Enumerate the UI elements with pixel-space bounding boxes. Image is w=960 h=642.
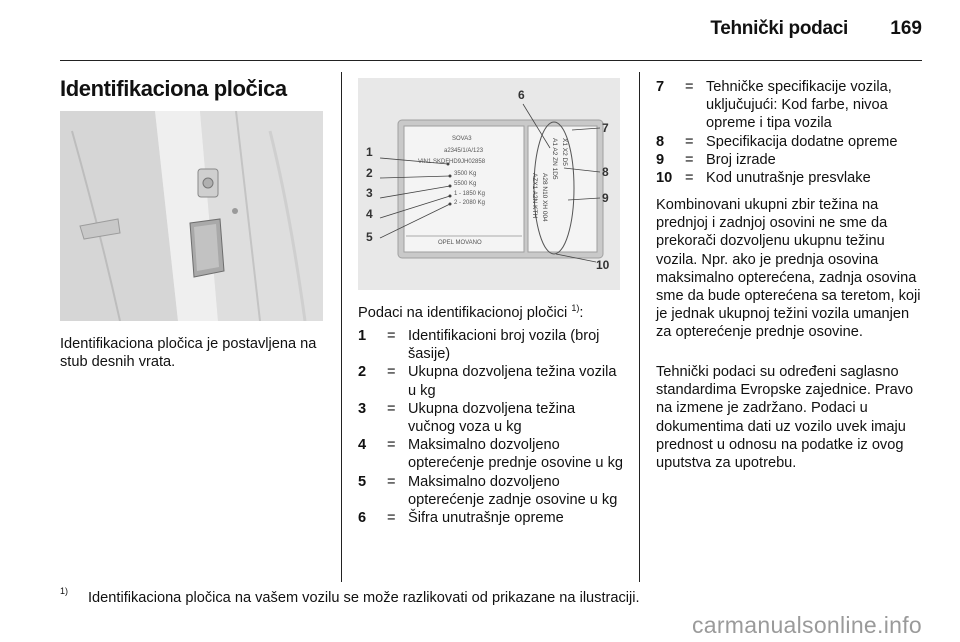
page-number: 169 xyxy=(890,18,922,39)
item-equals: = xyxy=(387,510,396,527)
item-number: 3 xyxy=(358,400,367,417)
axle-load-paragraph: Kombinovani ukupni zbir težina na prednjoj i zadnjoj osovini ne sme da prekorači dozvoljenu ukupnu težinu vozila. Npr. ako je prednja osovina maksimalno opterećena, zadnja osovina sme da bude opterećena sa teretom, koji je jednak ukupnoj težini vozila umanjen za opterećenje prednje osovine. xyxy=(656,197,921,341)
header-rule xyxy=(60,60,922,61)
item-text: Kod unutrašnje presvlake xyxy=(706,170,871,187)
callout-7: 7 xyxy=(602,121,609,135)
plate-data-caption xyxy=(358,299,626,322)
plate-legend-list-1 xyxy=(358,327,626,527)
page-header-title: Tehnički podaci xyxy=(710,18,848,39)
item-text: Broj izrade xyxy=(706,151,776,168)
plate-legend-list-2 xyxy=(656,78,926,187)
callout-3: 3 xyxy=(366,186,373,200)
identification-plate-illustration xyxy=(358,78,620,290)
item-number: 1 xyxy=(358,328,367,344)
list-item xyxy=(358,327,626,363)
item-text: Ukupna dozvoljena težina vozila u kg xyxy=(408,364,617,399)
item-number: 5 xyxy=(358,473,367,490)
watermark: carmanualsonline.info xyxy=(691,612,922,638)
callout-4: 4 xyxy=(366,207,373,221)
item-equals: = xyxy=(387,400,396,417)
callout-9: 9 xyxy=(602,191,609,205)
list-item xyxy=(358,473,626,509)
item-number: 10 xyxy=(656,170,673,187)
plate-line-4: 3500 Kg xyxy=(454,171,477,177)
list-item xyxy=(656,169,926,187)
column-divider-2 xyxy=(639,72,640,582)
callout-8: 8 xyxy=(602,165,609,179)
standards-paragraph: Tehnički podaci su određeni saglasno standardima Evropske zajednice. Pravo na izmene je zadržano. Podaci u dokumentima dati uz vozilo uvek imaju prednost u odnosu na podatke iz ovog uputstva za upotrebu. xyxy=(656,364,914,472)
item-text: Šifra unutrašnje opreme xyxy=(408,510,564,527)
item-text: Maksimalno dozvoljeno opterećenje zadnje osovine u kg xyxy=(408,473,618,508)
item-number: 6 xyxy=(358,510,367,527)
plate-line-6: 1 - 1850 Kg xyxy=(454,191,486,197)
door-pillar-illustration xyxy=(60,111,323,321)
item-text: Identifikacioni broj vozila (broj šasije) xyxy=(408,328,600,363)
callout-5: 5 xyxy=(366,230,373,244)
list-item xyxy=(358,509,626,527)
list-item xyxy=(656,151,926,169)
caption-colon: : xyxy=(579,304,584,321)
list-item xyxy=(656,133,926,151)
list-item xyxy=(656,78,926,133)
item-text: Specifikacija dodatne opreme xyxy=(706,133,898,150)
plate-line-7: 2 - 2080 Kg xyxy=(454,200,486,206)
photo-caption: Identifikaciona pločica je postavljena na stub desnih vrata. xyxy=(60,336,317,371)
column-divider-1 xyxy=(341,72,342,582)
item-text: Tehničke specifikacije vozila, uključujući: Kod farbe, nivoa opreme i tipa vozila xyxy=(706,79,892,132)
list-item xyxy=(358,363,626,399)
plate-line-5: 5500 Kg xyxy=(454,181,477,187)
plate-footer-text: OPEL MOVANO xyxy=(438,240,482,246)
footnote-mark: 1) xyxy=(60,586,69,596)
item-number: 8 xyxy=(656,133,665,150)
item-text: Maksimalno dozvoljeno opterećenje prednje osovine u kg xyxy=(408,437,624,472)
callout-10: 10 xyxy=(596,258,610,272)
item-text: Ukupna dozvoljena težina vučnog voza u kg xyxy=(408,400,576,436)
item-equals: = xyxy=(685,79,694,95)
item-equals: = xyxy=(387,328,396,344)
list-item xyxy=(358,436,626,472)
item-equals: = xyxy=(685,170,694,187)
plate-side-text-1: X1 X2 D5 xyxy=(561,138,568,166)
plate-side-text-4: AZX1 A2N KTH xyxy=(531,173,538,219)
section-title: Identifikaciona pločica xyxy=(60,76,287,101)
plate-line-3: VIN1 SKDFHD9JH02858 xyxy=(418,159,486,165)
caption-footnote-ref: 1) xyxy=(571,303,580,313)
plate-side-text-3: A28 N10 XH 004 xyxy=(541,173,548,222)
item-number: 7 xyxy=(656,79,665,95)
item-number: 2 xyxy=(358,364,367,381)
item-equals: = xyxy=(387,364,396,381)
list-item xyxy=(358,400,626,436)
callout-1: 1 xyxy=(366,145,373,159)
item-equals: = xyxy=(685,133,694,150)
callout-2: 2 xyxy=(366,166,373,180)
caption-text: Podaci na identifikacionoj pločici xyxy=(358,304,572,321)
item-number: 9 xyxy=(656,151,665,168)
item-number: 4 xyxy=(358,437,367,454)
footnote-text: Identifikaciona pločica na vašem vozilu se može razlikovati od prikazane na ilustraciji. xyxy=(88,590,640,606)
item-equals: = xyxy=(387,473,396,490)
item-equals: = xyxy=(387,437,396,454)
plate-line-2: a2345/1/A/123 xyxy=(444,148,484,154)
callout-6: 6 xyxy=(518,88,525,102)
item-equals: = xyxy=(685,151,694,168)
plate-line-1: SOVA3 xyxy=(452,136,472,142)
plate-side-text-2: A1 A2 ZN 1D5 xyxy=(551,138,558,180)
